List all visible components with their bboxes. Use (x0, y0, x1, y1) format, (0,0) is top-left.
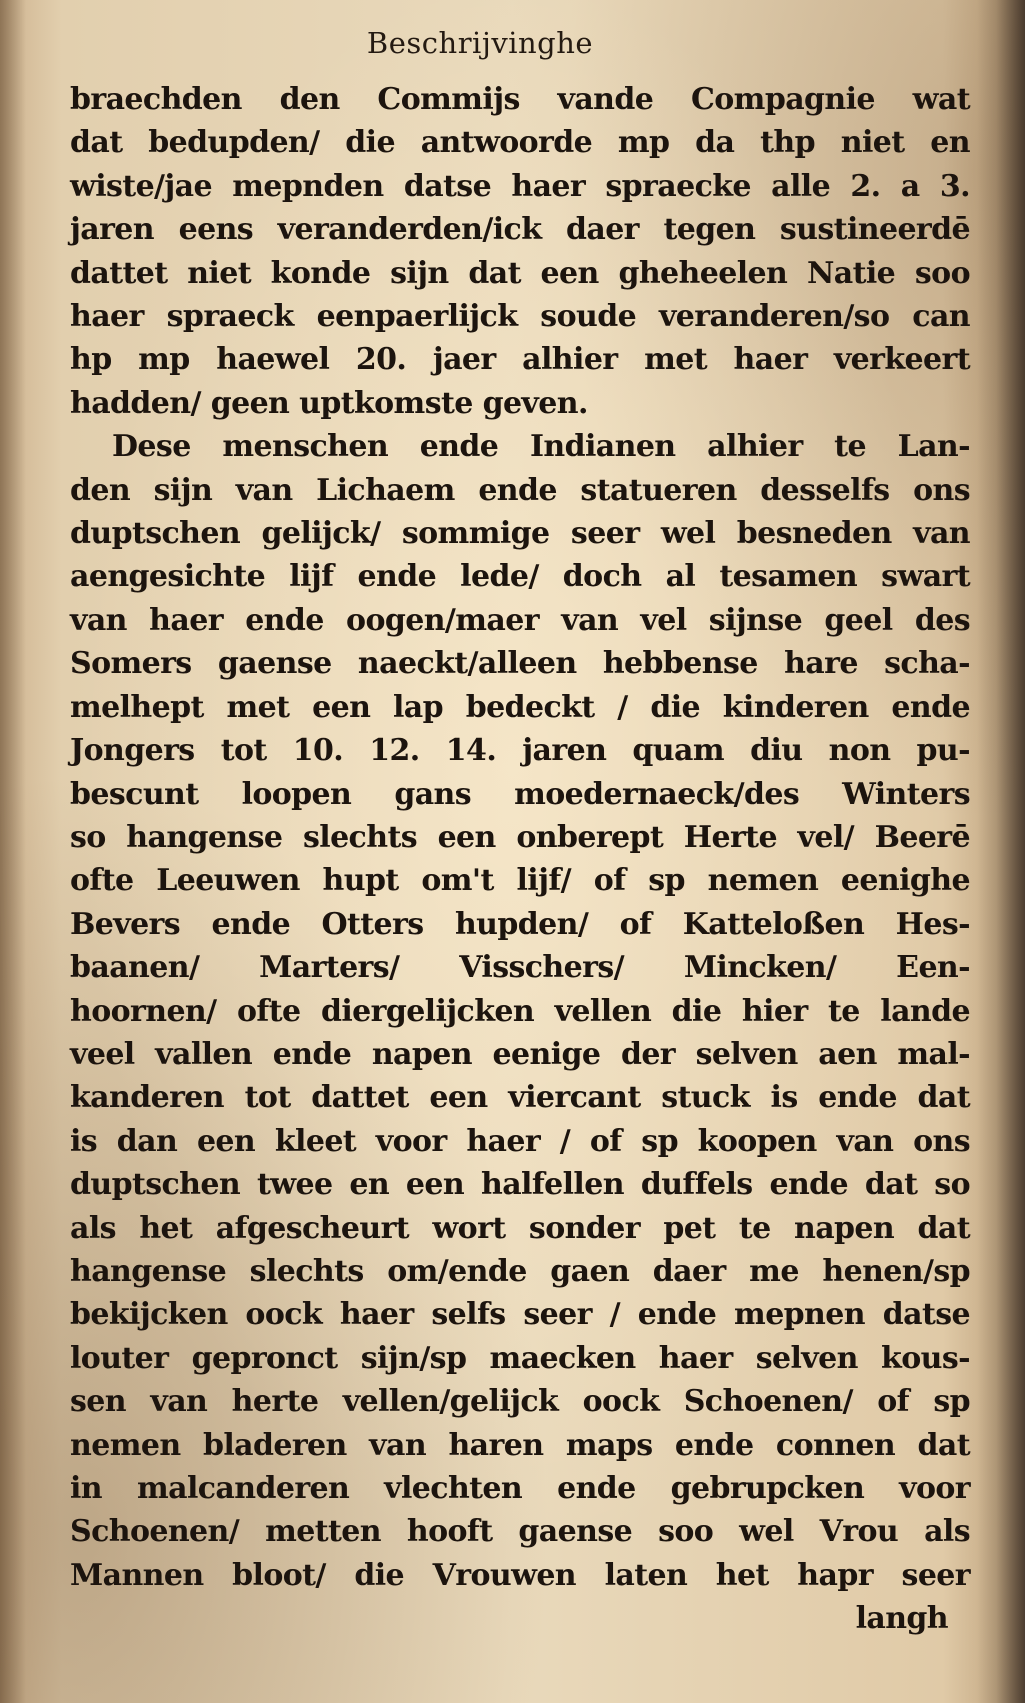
text-line: hangense slechts om/ende gaen daer me henen/sp (70, 1253, 970, 1289)
text-line: wiste/jae mepnden datse haer spraecke alle 2. a 3. (70, 168, 970, 204)
text-line: nemen bladeren van haren maps ende connen dat (70, 1427, 970, 1463)
text-line: dat bedupden/ die antwoorde mp da thp niet en (70, 125, 970, 161)
text-line: hadden/ geen uptkomste geven. (70, 385, 588, 421)
text-line: Bevers ende Otters hupden/ of Katteloßen Hes- (70, 906, 970, 942)
text-line: melhept met een lap bedeckt / die kinderen ende (70, 689, 970, 725)
text-line: aengesichte lijf ende lede/ doch al tesamen swart (70, 559, 970, 595)
text-line: dattet niet konde sijn dat een gheheelen Natie soo (70, 255, 970, 291)
text-line: in malcanderen vlechten ende gebrupcken voor (70, 1471, 970, 1506)
text-line: Schoenen/ metten hooft gaense soo wel Vrou als (70, 1514, 970, 1550)
text-line: duptschen gelijck/ sommige seer wel besneden van (70, 516, 970, 552)
text-line: van haer ende oogen/maer van vel sijnse geel des (70, 602, 970, 638)
text-line: braechden den Commijs vande Compagnie wat (70, 82, 970, 117)
text-line: Dese menschen ende Indianen alhier te Lan- (112, 429, 970, 465)
text-line: Somers gaense naeckt/alleen hebbense hare scha- (70, 646, 970, 682)
text-line: so hangense slechts een onberept Herte vel/ Beerē (70, 819, 970, 855)
text-line: louter gepronct sijn/sp maecken haer selven kous- (70, 1340, 970, 1376)
text-line: sen van herte vellen/gelijck oock Schoenen/ of sp (70, 1384, 970, 1420)
text-line: haer spraeck eenpaerlijck soude veranderen/so can (70, 299, 970, 335)
text-line: baanen/ Marters/ Visschers/ Mincken/ Een- (70, 950, 970, 986)
text-line: bekijcken oock haer selfs seer / ende mepnen datse (70, 1297, 970, 1333)
text-line: bescunt loopen gans moedernaeck/des Winters (70, 776, 970, 812)
text-line: kanderen tot dattet een viercant stuck is ende dat (70, 1080, 970, 1116)
text-line: veel vallen ende napen eenige der selven aen mal- (70, 1036, 970, 1072)
text-line: duptschen twee en een halfellen duffels ende dat so (70, 1167, 970, 1203)
text-line: den sijn van Lichaem ende statueren desselfs ons (70, 472, 970, 508)
text-line: Jongers tot 10. 12. 14. jaren quam diu non pu- (70, 733, 970, 769)
text-line: is dan een kleet voor haer / of sp koopen van ons (70, 1123, 970, 1159)
catchword: langh (855, 1601, 948, 1637)
body-text (70, 78, 970, 1641)
running-header: Beschrijvinghe (366, 26, 594, 60)
text-line: hoornen/ ofte diergelijcken vellen die hier te lande (70, 993, 970, 1029)
text-line: hp mp haewel 20. jaer alhier met haer verkeert (70, 342, 970, 378)
text-line: Mannen bloot/ die Vrouwen laten het hapr seer (70, 1557, 970, 1593)
text-line: ofte Leeuwen hupt om't lijf/ of sp nemen eenighe (70, 863, 970, 899)
text-line: als het afgescheurt wort sonder pet te napen dat (70, 1210, 970, 1246)
text-line: jaren eens veranderden/ick daer tegen sustineerdē (70, 212, 970, 248)
